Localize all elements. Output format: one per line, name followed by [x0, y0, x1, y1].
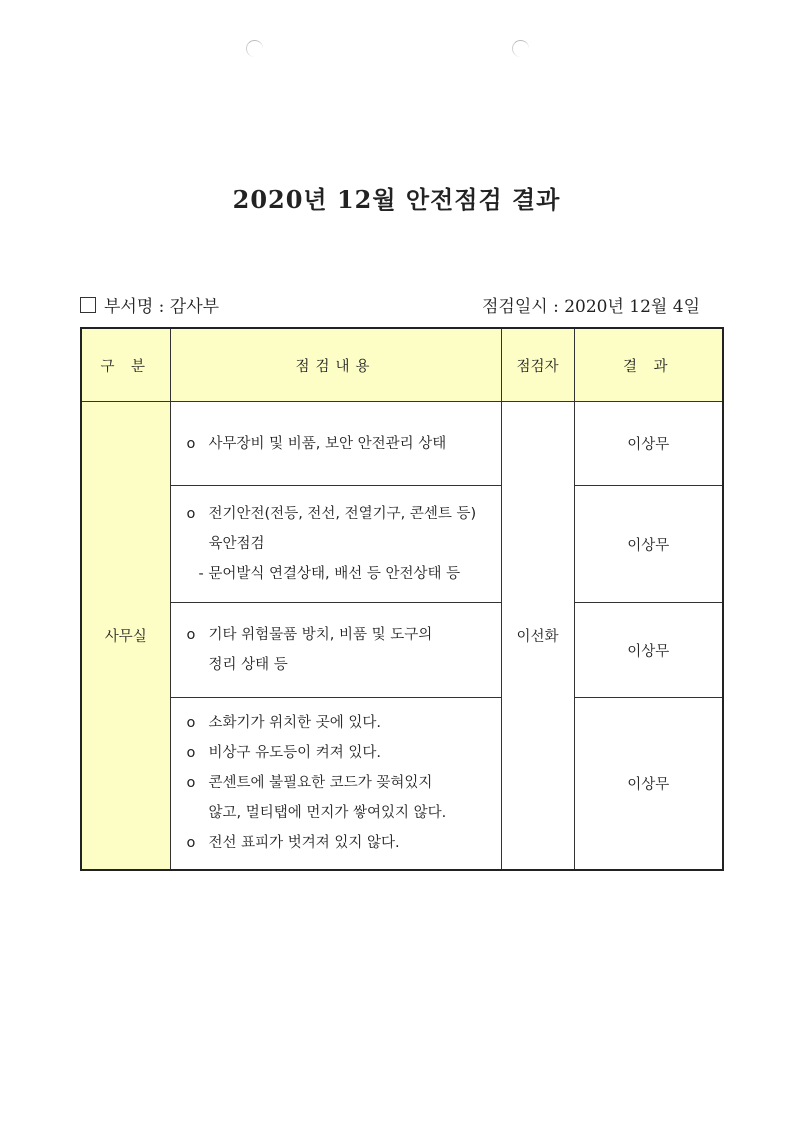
list-item: o 비상구 유도등이 켜져 있다. — [187, 738, 491, 768]
list-item-continuation: 정리 상태 등 — [208, 657, 288, 673]
table-header-row — [81, 328, 723, 402]
header-inspector: 점검자 — [501, 328, 574, 402]
content-cell — [170, 698, 501, 870]
result-cell: 이상무 — [574, 402, 723, 486]
bullet-icon: o — [186, 627, 196, 643]
inspection-table — [80, 327, 724, 871]
sub-item: - 문어발식 연결상태, 배선 등 안전상태 등 — [198, 566, 461, 582]
list-item: o 소화기가 위치한 곳에 있다. — [187, 708, 491, 738]
bullet-icon: o — [186, 745, 196, 762]
list-item: o 사무장비 및 비품, 보안 안전관리 상태 — [187, 429, 491, 459]
department-line — [80, 292, 219, 317]
header-category: 구 분 — [81, 328, 170, 402]
result-cell: 이상무 — [574, 486, 723, 603]
content-cell — [170, 486, 501, 603]
category-cell: 사무실 — [81, 402, 170, 870]
table-row — [81, 402, 723, 486]
table-row — [81, 698, 723, 870]
bullet-icon: o — [186, 835, 196, 852]
list-item: o 전기안전(전등, 전선, 전열기구, 콘센트 등) — [187, 499, 491, 529]
bullet-icon: o — [186, 435, 196, 452]
bullet-icon: o — [186, 775, 196, 792]
inspection-date: 점검일시 : 2020년 12월 4일 — [481, 297, 700, 317]
result-cell: 이상무 — [574, 698, 723, 870]
department-label: 부서명 : 감사부 — [104, 297, 220, 317]
table-row — [81, 603, 723, 698]
punch-hole-left — [246, 40, 263, 57]
content-cell — [170, 402, 501, 486]
list-item-continuation: 육안점검 — [208, 536, 265, 552]
page-title: 2020년 12월 안전점검 결과 — [232, 185, 561, 214]
list-item: o 전선 표피가 벗겨져 있지 않다. — [187, 828, 491, 858]
list-item-continuation: 않고, 멀티탭에 먼지가 쌓여있지 않다. — [208, 805, 447, 822]
content-cell — [170, 603, 501, 698]
checkbox-icon — [80, 297, 96, 313]
punch-hole-right — [512, 40, 529, 57]
inspector-cell: 이선화 — [501, 402, 574, 870]
table-row — [81, 486, 723, 603]
header-result: 결 과 — [574, 328, 723, 402]
bullet-icon: o — [186, 715, 196, 732]
bullet-icon: o — [186, 506, 196, 522]
list-item: o 기타 위험물품 방치, 비품 및 도구의 — [187, 620, 491, 650]
header-content: 점검내용 — [170, 328, 501, 402]
result-cell: 이상무 — [574, 603, 723, 698]
list-item: o 콘센트에 불필요한 코드가 꽂혀있지 — [187, 768, 491, 798]
